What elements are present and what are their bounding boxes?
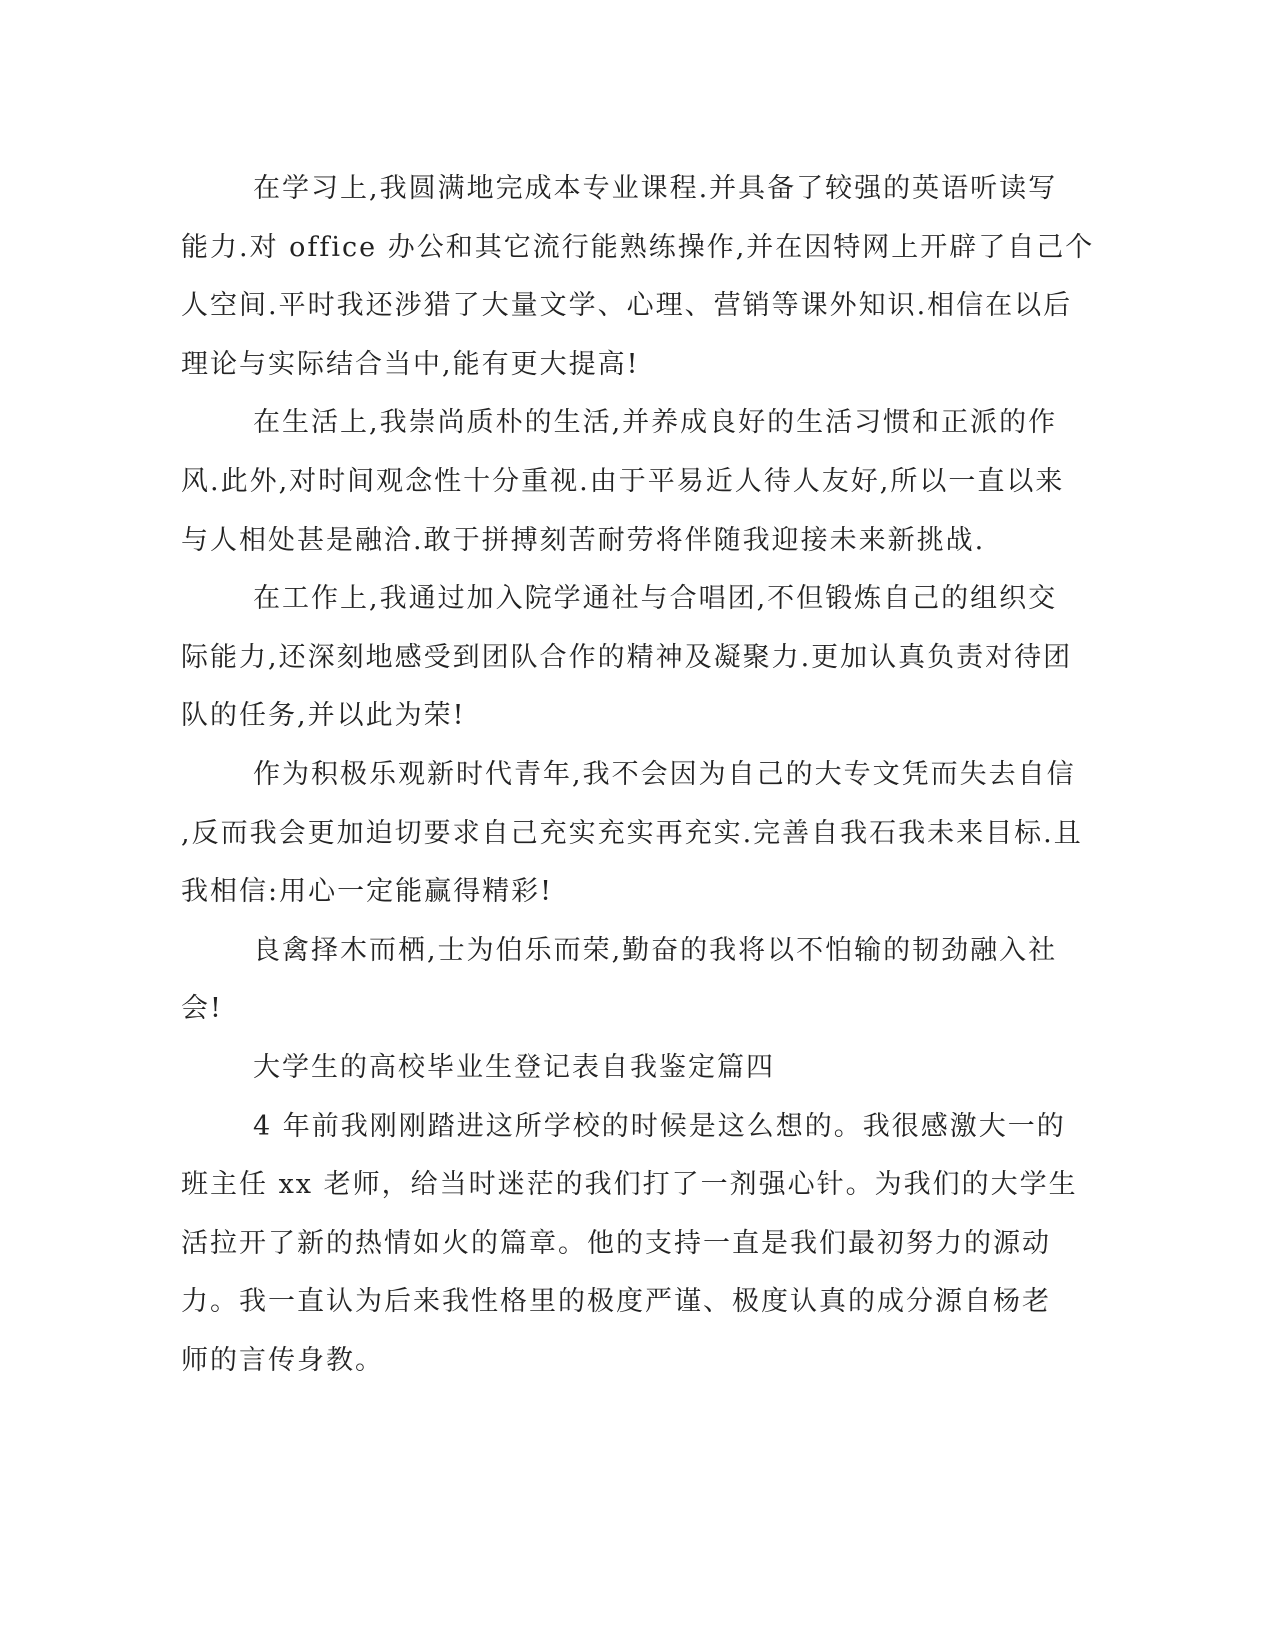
text-line: 作为积极乐观新时代青年,我不会因为自己的大专文凭而失去自信 (253, 758, 1076, 790)
paragraph-youth (181, 746, 1083, 922)
text-line: ,反而我会更加迫切要求自己充实充实再充实.完善自我石我未来目标.且 (181, 817, 1083, 849)
section-title: 大学生的高校毕业生登记表自我鉴定篇四 (253, 1051, 775, 1083)
text-line: 在生活上,我崇尚质朴的生活,并养成良好的生活习惯和正派的作 (253, 407, 1058, 439)
text-line: 风.此外,对时间观念性十分重视.由于平易近人待人友好,所以一直以来 (181, 465, 1065, 497)
text-line: 力。我一直认为后来我性格里的极度严谨、极度认真的成分源自杨老 (181, 1286, 1051, 1318)
section-heading (181, 1039, 1031, 1098)
text-line: 师的言传身教。 (181, 1344, 384, 1376)
text-line: 会! (181, 993, 223, 1025)
paragraph-life (181, 394, 1065, 570)
paragraph-study (181, 160, 1095, 394)
text-line: 良禽择木而栖,士为伯乐而荣,勤奋的我将以不怕输的韧劲融入社 (253, 934, 1058, 966)
paragraph-work (181, 570, 1073, 746)
paragraph-four-years (181, 1098, 1078, 1391)
text-line: 班主任 xx 老师，给当时迷茫的我们打了一剂强心针。为我们的大学生 (181, 1169, 1078, 1201)
text-line: 与人相处甚是融洽.敢于拼搏刻苦耐劳将伴随我迎接未来新挑战. (181, 524, 986, 556)
text-line: 我相信:用心一定能赢得精彩! (181, 876, 553, 908)
paragraph-closing (181, 922, 1058, 1039)
text-line: 4 年前我刚刚踏进这所学校的时候是这么想的。我很感激大一的 (253, 1110, 1066, 1142)
text-line: 理论与实际结合当中,能有更大提高! (181, 348, 640, 380)
text-line: 际能力,还深刻地感受到团队合作的精神及凝聚力.更加认真负责对待团 (181, 641, 1073, 673)
document-body (181, 160, 1095, 1390)
text-line: 人空间.平时我还涉猎了大量文学、心理、营销等课外知识.相信在以后 (181, 290, 1073, 322)
text-line: 在学习上,我圆满地完成本专业课程.并具备了较强的英语听读写 (253, 173, 1058, 204)
text-line: 在工作上,我通过加入院学通社与合唱团,不但锻炼自己的组织交 (253, 583, 1058, 615)
text-line: 队的任务,并以此为荣! (181, 700, 466, 732)
text-line: 活拉开了新的热情如火的篇章。他的支持一直是我们最初努力的源动 (181, 1227, 1051, 1259)
text-line: 能力.对 office 办公和其它流行能熟练操作,并在因特网上开辟了自己个 (181, 231, 1095, 263)
